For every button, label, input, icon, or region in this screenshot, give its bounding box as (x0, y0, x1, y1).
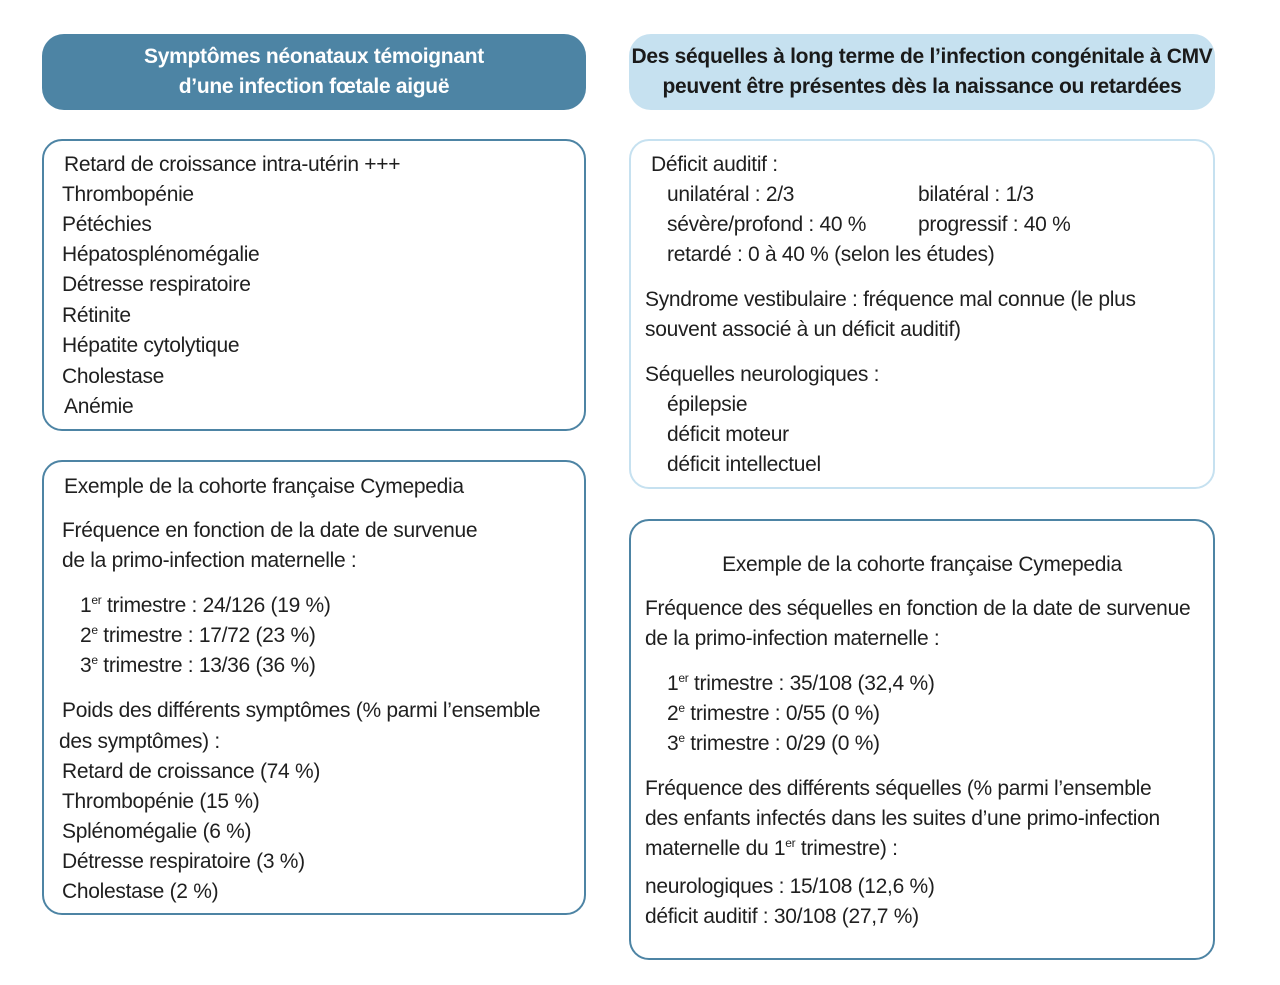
right-header-line2: peuvent être présentes dès la naissance ou retardées (662, 75, 1182, 98)
hearing-sequelae: déficit auditif : 30/108 (27,7 %) (645, 905, 919, 928)
weight-item: Détresse respiratoire (3 %) (62, 850, 305, 873)
neuro-item: épilepsie (667, 393, 748, 416)
hearing-bilateral: bilatéral : 1/3 (918, 183, 1034, 206)
symptom-item: Pétéchies (62, 213, 152, 236)
sequelae-frequency-line1: Fréquence des séquelles en fonction de la date de survenue (645, 597, 1191, 620)
different-sequelae-line1: Fréquence des différents séquelles (% parmi l’ensemble (645, 777, 1152, 800)
right-header-line1: Des séquelles à long terme de l’infection congénitale à CMV (631, 45, 1213, 68)
symptoms-box (42, 139, 586, 431)
trimester-2: 2e trimestre : 17/72 (23 %) (80, 623, 316, 647)
cymepedia-right-box (629, 519, 1215, 960)
neuro-sequelae: neurologiques : 15/108 (12,6 %) (645, 875, 935, 898)
trimester-2: 2e trimestre : 0/55 (0 %) (667, 701, 880, 725)
hearing-severe: sévère/profond : 40 % (667, 213, 867, 236)
left-header (42, 34, 586, 110)
symptom-item: Anémie (64, 395, 134, 418)
neuro-title: Séquelles neurologiques : (645, 363, 880, 386)
weight-item: Retard de croissance (74 %) (62, 760, 321, 783)
weights-line1: Poids des différents symptômes (% parmi l’ensemble (62, 699, 541, 722)
sequelae-box (629, 139, 1215, 489)
different-sequelae-line3: maternelle du 1er trimestre) : (645, 836, 898, 860)
right-header (629, 34, 1215, 110)
hearing-title: Déficit auditif : (651, 153, 778, 176)
cymepedia-left-title: Exemple de la cohorte française Cymepedia (64, 475, 464, 498)
weights-line2: des symptômes) : (59, 730, 220, 753)
trimester-1: 1er trimestre : 24/126 (19 %) (80, 593, 331, 617)
symptom-item: Cholestase (62, 365, 165, 388)
neuro-item: déficit intellectuel (667, 453, 821, 476)
hearing-delayed: retardé : 0 à 40 % (selon les études) (667, 243, 995, 266)
frequency-line1: Fréquence en fonction de la date de survenue (62, 519, 478, 542)
weight-item: Cholestase (2 %) (62, 880, 219, 903)
neuro-item: déficit moteur (667, 423, 789, 446)
left-header-line2: d’une infection fœtale aiguë (178, 75, 450, 98)
weight-item: Splénomégalie (6 %) (62, 820, 252, 843)
symptom-item: Rétinite (62, 304, 131, 327)
symptom-item: Hépatosplénomégalie (62, 243, 260, 266)
left-header-line1: Symptômes néonataux témoignant (144, 45, 484, 68)
frequency-line2: de la primo-infection maternelle : (62, 549, 357, 572)
symptom-item: Détresse respiratoire (62, 273, 251, 296)
weight-item: Thrombopénie (15 %) (62, 790, 260, 813)
sequelae-frequency-line2: de la primo-infection maternelle : (645, 627, 940, 650)
cymepedia-left-box (42, 460, 586, 915)
symptom-item: Thrombopénie (62, 183, 194, 206)
vestibular-line1: Syndrome vestibulaire : fréquence mal connue (le plus (645, 288, 1136, 311)
trimester-3: 3e trimestre : 0/29 (0 %) (667, 731, 880, 755)
trimester-1: 1er trimestre : 35/108 (32,4 %) (667, 671, 935, 695)
different-sequelae-line2: des enfants infectés dans les suites d’une primo-infection (645, 807, 1160, 830)
hearing-unilateral: unilatéral : 2/3 (667, 183, 795, 206)
cymepedia-right-title: Exemple de la cohorte française Cymepedia (722, 553, 1122, 576)
vestibular-line2: souvent associé à un déficit auditif) (645, 318, 961, 341)
symptom-item: Retard de croissance intra-utérin +++ (64, 153, 401, 176)
symptom-item: Hépatite cytolytique (62, 334, 240, 357)
trimester-3: 3e trimestre : 13/36 (36 %) (80, 653, 316, 677)
hearing-progressive: progressif : 40 % (918, 213, 1071, 236)
